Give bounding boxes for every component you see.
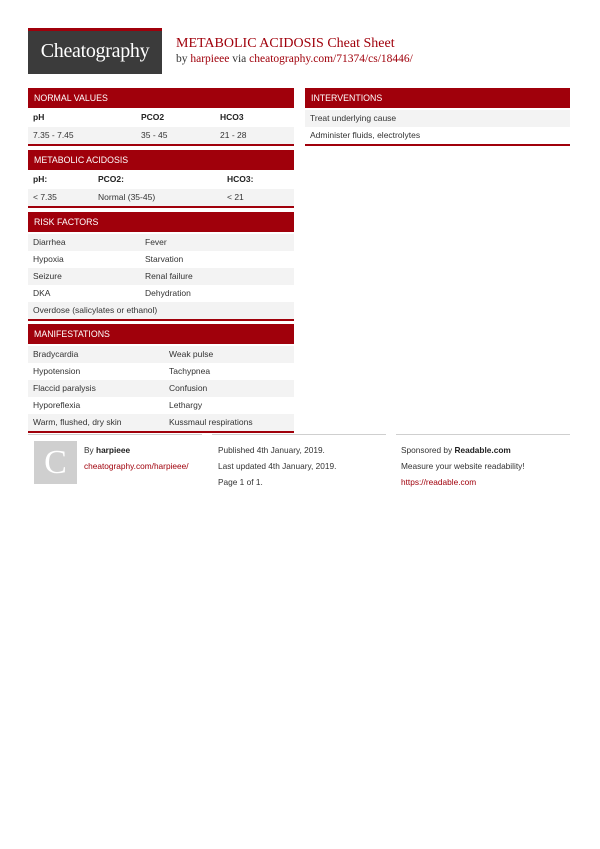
- footer-divider: [28, 434, 202, 435]
- table-row: [28, 302, 294, 321]
- sheet-url-link[interactable]: cheatography.com/71374/cs/18446/: [249, 53, 413, 65]
- updated-date: Last updated 4th January, 2019.: [218, 461, 337, 471]
- table-cell: < 7.35: [33, 192, 57, 202]
- column-header: PCO2: [141, 112, 165, 122]
- table-cell: Treat underlying cause: [310, 113, 397, 123]
- list-item: [305, 127, 570, 146]
- byline-via: via: [232, 53, 247, 65]
- table-row: [28, 397, 294, 414]
- table-cell: Dehydration: [145, 288, 191, 298]
- column-header: pH:: [33, 174, 48, 184]
- column-header: pH: [33, 112, 45, 122]
- avatar-letter: C: [44, 444, 67, 481]
- byline: [176, 53, 413, 65]
- section-header: MANIFESTATIONS: [28, 324, 294, 344]
- page-title: METABOLIC ACIDOSIS Cheat Sheet: [176, 36, 395, 51]
- table-cell: Hypoxia: [33, 254, 64, 264]
- footer-author: [84, 443, 189, 473]
- table-cell: DKA: [33, 288, 51, 298]
- column-header: PCO2:: [98, 174, 124, 184]
- table-cell: 7.35 - 7.45: [33, 130, 74, 140]
- footer-by-line: [84, 443, 189, 457]
- table-cell: 21 - 28: [220, 130, 247, 140]
- table-row: [28, 127, 294, 146]
- table-cell: < 21: [227, 192, 244, 202]
- table-cell: Starvation: [145, 254, 184, 264]
- table-header-row: [28, 108, 294, 127]
- sponsor-line: [401, 443, 525, 457]
- published-date: Published 4th January, 2019.: [218, 445, 325, 455]
- manifestations-box: [28, 324, 294, 433]
- byline-by: by: [176, 53, 188, 65]
- avatar[interactable]: [34, 441, 77, 484]
- sponsor-link[interactable]: https://readable.com: [401, 477, 477, 487]
- table-row: [28, 251, 294, 268]
- footer-author-name[interactable]: harpieee: [96, 445, 131, 455]
- table-cell: Administer fluids, electrolytes: [310, 130, 421, 140]
- list-item: [305, 110, 570, 127]
- table-row: [28, 346, 294, 363]
- footer-publish-info: [218, 443, 336, 489]
- footer-sponsor: [401, 443, 525, 489]
- section-header: METABOLIC ACIDOSIS: [28, 150, 294, 170]
- table-cell: Confusion: [169, 383, 208, 393]
- table-cell: Weak pulse: [169, 349, 214, 359]
- author-link[interactable]: harpieee: [190, 53, 230, 65]
- section-header: NORMAL VALUES: [28, 88, 294, 108]
- footer-author-link[interactable]: cheatography.com/harpieee/: [84, 461, 189, 471]
- table-cell: Kussmaul respirations: [169, 417, 253, 427]
- footer-divider: [396, 434, 570, 435]
- table-cell: Hyporeflexia: [33, 400, 81, 410]
- cheatography-logo[interactable]: [28, 28, 162, 74]
- table-cell: Hypotension: [33, 366, 81, 376]
- sponsor-name[interactable]: Readable.com: [454, 445, 511, 455]
- table-row: [28, 189, 294, 208]
- table-cell: Bradycardia: [33, 349, 79, 359]
- table-row: [28, 268, 294, 285]
- table-cell: 35 - 45: [141, 130, 168, 140]
- metabolic-acidosis-box: [28, 150, 294, 208]
- table-cell: Warm, flushed, dry skin: [33, 417, 122, 427]
- table-row: [28, 363, 294, 380]
- footer-by-label: By: [84, 445, 94, 455]
- table-row: [28, 234, 294, 251]
- table-cell: Normal (35-45): [98, 192, 156, 202]
- table-cell: Diarrhea: [33, 237, 66, 247]
- table-cell: Overdose (salicylates or ethanol): [33, 305, 158, 315]
- table-cell: Renal failure: [145, 271, 193, 281]
- page-number: Page 1 of 1.: [218, 477, 263, 487]
- table-cell: Tachypnea: [169, 366, 211, 376]
- table-cell: Seizure: [33, 271, 62, 281]
- table-cell: Flaccid paralysis: [33, 383, 96, 393]
- footer-divider: [212, 434, 386, 435]
- interventions-box: [305, 88, 570, 146]
- table-cell: Lethargy: [169, 400, 203, 410]
- risk-factors-box: [28, 212, 294, 321]
- column-header: HCO3: [220, 112, 244, 122]
- sponsored-by-label: Sponsored by: [401, 445, 453, 455]
- logo-text: Cheatography: [40, 40, 150, 62]
- table-row: [28, 380, 294, 397]
- column-header: HCO3:: [227, 174, 254, 184]
- table-header-row: [28, 170, 294, 189]
- normal-values-box: [28, 88, 294, 146]
- table-row: [28, 414, 294, 433]
- table-cell: Fever: [145, 237, 167, 247]
- section-header: INTERVENTIONS: [305, 88, 570, 108]
- section-header: RISK FACTORS: [28, 212, 294, 232]
- table-row: [28, 285, 294, 302]
- sponsor-tagline: Measure your website readability!: [401, 461, 525, 471]
